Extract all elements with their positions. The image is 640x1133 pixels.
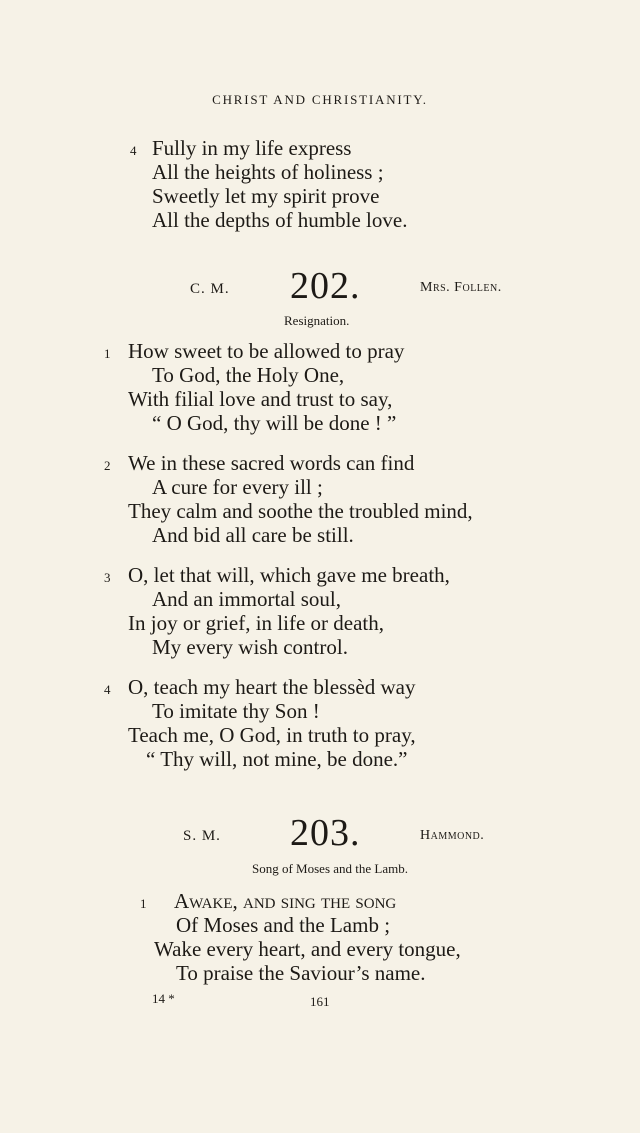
hymn-author: Hammond. [420, 828, 485, 843]
hymn-number: 203. [290, 812, 361, 854]
verse-line: Teach me, O God, in truth to pray, [128, 723, 416, 747]
running-head: CHRIST AND CHRISTIANITY. [212, 92, 428, 107]
verse-line: To imitate thy Son ! [152, 699, 320, 723]
verse-line: And an immortal soul, [152, 587, 341, 611]
verse-line: O, let that will, which gave me breath, [128, 563, 450, 587]
verse-line: Of Moses and the Lamb ; [176, 913, 391, 937]
verse-line: O, teach my heart the blessèd way [128, 675, 416, 699]
stanza-number: 3 [104, 570, 111, 585]
signature-mark: 14 * [152, 991, 175, 1006]
stanza-number: 4 [104, 682, 111, 697]
verse-line: Awake, and sing the song [174, 889, 397, 913]
verse-line: “ O God, thy will be done ! ” [152, 411, 397, 435]
stanza-number: 4 [130, 143, 137, 158]
hymn-subtitle: Song of Moses and the Lamb. [252, 861, 408, 876]
page-number: 161 [310, 994, 330, 1009]
verse-line: To God, the Holy One, [152, 363, 345, 387]
verse-line: My every wish control. [152, 635, 348, 659]
verse-line: “ Thy will, not mine, be done.” [146, 747, 408, 771]
hymn-author: Mrs. Follen. [420, 280, 502, 295]
hymn-meter: C. M. [190, 281, 230, 297]
verse-line: A cure for every ill ; [152, 475, 323, 499]
stanza-number: 1 [104, 346, 111, 361]
verse-line: With filial love and trust to say, [128, 387, 393, 411]
verse-line: In joy or grief, in life or death, [128, 611, 384, 635]
verse-line: All the depths of humble love. [152, 208, 408, 232]
verse-line: We in these sacred words can find [128, 451, 415, 475]
verse-line: Wake every heart, and every tongue, [154, 937, 461, 961]
verse-line: Sweetly let my spirit prove [152, 184, 380, 208]
hymn-subtitle: Resignation. [284, 313, 350, 328]
verse-line: To praise the Saviour’s name. [176, 961, 426, 985]
verse-line: All the heights of holiness ; [152, 160, 384, 184]
verse-line: How sweet to be allowed to pray [128, 339, 405, 363]
hymn-number: 202. [290, 265, 361, 307]
hymn-meter: S. M. [183, 828, 221, 844]
stanza-number: 2 [104, 458, 111, 473]
verse-line: They calm and soothe the troubled mind, [128, 499, 473, 523]
verse-line: Fully in my life express [152, 136, 352, 160]
stanza-number: 1 [140, 896, 147, 911]
verse-line: And bid all care be still. [152, 523, 354, 547]
